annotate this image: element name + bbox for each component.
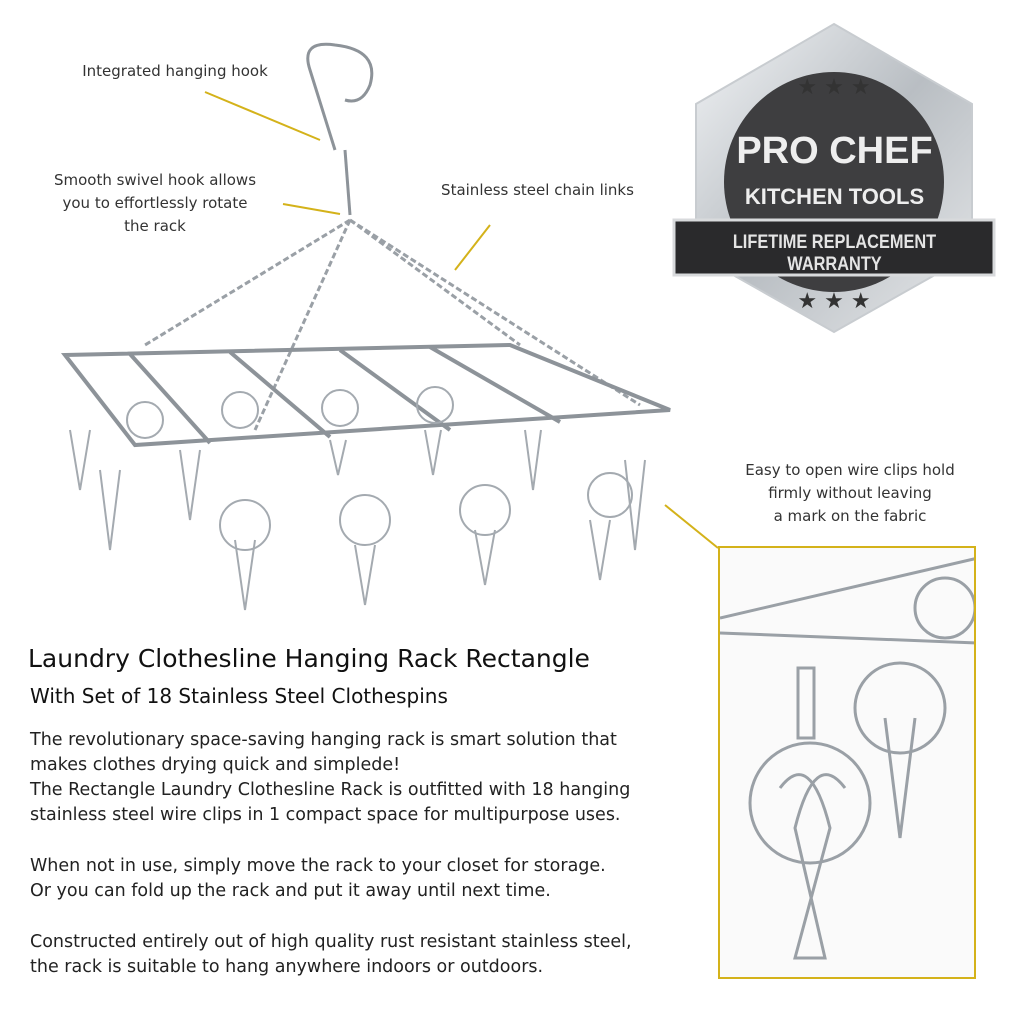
clips-line: a mark on the fabric — [773, 507, 927, 525]
description-line: the rack is suitable to hang anywhere indoors or outdoors. — [30, 957, 544, 977]
description-paragraph — [30, 728, 700, 828]
product-subtitle: With Set of 18 Stainless Steel Clothespins — [30, 684, 448, 708]
clips-line: Easy to open wire clips hold — [745, 461, 955, 479]
product-description — [30, 728, 700, 1006]
clips-line: firmly without leaving — [768, 484, 932, 502]
badge-subtitle: KITCHEN TOOLS — [744, 184, 925, 209]
swivel-line: you to effortlessly rotate — [62, 194, 248, 212]
hook-icon — [308, 44, 372, 215]
description-line: stainless steel wire clips in 1 compact space for multipurpose uses. — [30, 805, 621, 825]
swivel-line: Smooth swivel hook allows — [53, 171, 257, 189]
star-icon: ★ ★ ★ — [797, 75, 871, 100]
leader-lines — [205, 92, 718, 548]
clip-closeup-inset — [718, 546, 976, 979]
product-title: Laundry Clothesline Hanging Rack Rectangle — [28, 644, 590, 673]
description-line: Constructed entirely out of high quality rust resistant stainless steel, — [30, 932, 632, 952]
clips-annotation — [720, 459, 980, 528]
swivel-annotation — [30, 169, 280, 238]
description-line: Or you can fold up the rack and put it away until next time. — [30, 881, 551, 901]
description-paragraph — [30, 854, 700, 904]
chain-annotation: Stainless steel chain links — [441, 181, 634, 199]
description-line: The Rectangle Laundry Clothesline Rack is outfitted with 18 hanging — [30, 780, 631, 800]
rack-frame — [65, 345, 670, 445]
chain-links — [145, 220, 640, 430]
description-line: makes clothes drying quick and simplede! — [30, 755, 401, 775]
swivel-line: the rack — [124, 217, 186, 235]
description-paragraph — [30, 930, 700, 980]
star-icon: ★ ★ ★ — [797, 289, 871, 314]
description-line: When not in use, simply move the rack to your closet for storage. — [30, 856, 606, 876]
description-line: The revolutionary space-saving hanging rack is smart solution that — [30, 730, 617, 750]
badge-banner: LIFETIME REPLACEMENT WARRANTY — [732, 232, 937, 275]
warranty-badge — [672, 22, 997, 334]
badge-brand: PRO CHEF — [736, 130, 933, 172]
hook-annotation: Integrated hanging hook — [82, 62, 268, 80]
